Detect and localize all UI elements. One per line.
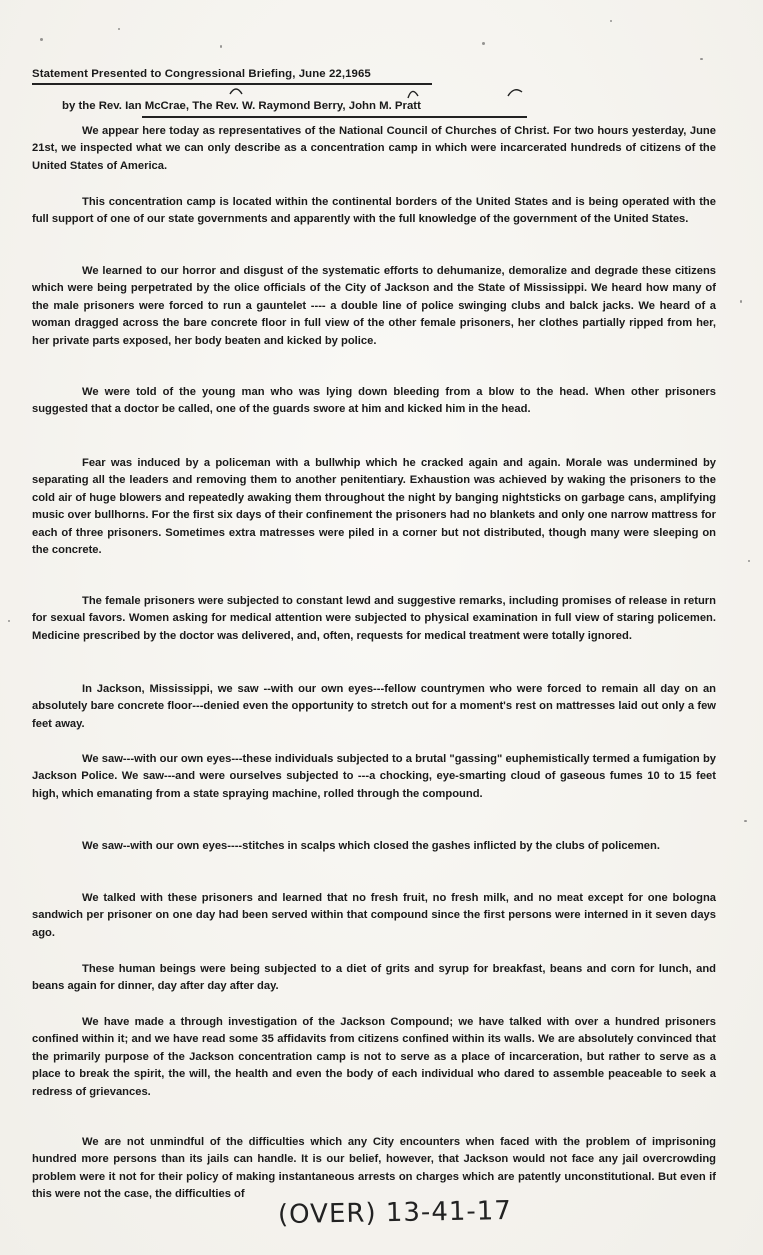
paragraph: We saw---with our own eyes---these individuals subjected to a brutal "gassing" euphemistically termed a fumigation by Jackson Police. We saw---and were ourselves subjected to ---a chocking, eye-smarting cloud of gaseous fumes 10 to 15 feet high, which emanating from a state spraying machine, rolled through the compound. bbox=[32, 753, 716, 800]
paragraph: We saw--with our own eyes----stitches in scalps which closed the gashes inflicted by the clubs of policemen. bbox=[82, 840, 660, 852]
pen-mark bbox=[228, 82, 548, 104]
paragraph: This concentration camp is located within the continental borders of the United States and is being operated with the full support of one of our state governments and apparently with the full knowledge of the government of the United States. bbox=[32, 196, 716, 226]
scan-speck bbox=[740, 300, 742, 303]
paragraph: Fear was induced by a policeman with a bullwhip which he cracked again and again. Morale was undermined by separating all the leaders and removing them to another penitentiary. Exhaustion was achieved by waking the prisoners to the cold air of huge blowers and repeatedly awaking them throughout the night by banging nightsticks on garbage cans, amplifying music over bullhorns. For the first six days of their confinement the prisoners had no blankets and only one narrow mattress for each of three prisoners. Sometimes extra matresses were piled in a corner but not distributed, though many were sleeping on the concrete. bbox=[32, 457, 716, 557]
paragraph: We appear here today as representatives of the National Council of Churches of Christ. For two hours yesterday, June 21st, we inspected what we can only describe as a concentration camp in which were incarcerated hundreds of citizens of the United States of America. bbox=[32, 125, 716, 172]
statement-byline: by the Rev. Ian McCrae, The Rev. W. Raymond Berry, John M. Pratt bbox=[62, 100, 421, 112]
paragraph: We talked with these prisoners and learned that no fresh fruit, no fresh milk, and no meat except for one bologna sandwich per prisoner on one day had been served within that compound since the first persons were interned in it seven days ago. bbox=[32, 892, 716, 939]
paragraph: In Jackson, Mississippi, we saw --with our own eyes---fellow countrymen who were forced to remain all day on an absolutely bare concrete floor---denied even the opportunity to stretch out for a moment's rest on mattresses laid out only a few feet away. bbox=[32, 683, 716, 730]
paragraph: The female prisoners were subjected to constant lewd and suggestive remarks, including promises of release in return for sexual favors. Women asking for medical attention were subjected to physical examination in full view of staring policemen. Medicine prescribed by the doctor was delivered, and, often, requests for medical treatment were totally ignored. bbox=[32, 595, 716, 642]
statement-header: Statement Presented to Congressional Briefing, June 22,1965 bbox=[32, 68, 371, 80]
paragraph: We are not unmindful of the difficulties which any City encounters when faced with the problem of imprisoning hundred more persons than its jails can handle. It is our belief, however, that Jackson would not face any jail overcrowding problem were it not for their policy of making instantaneous arrests on charges which are patently unconstitutional. But even if this were not the case, the difficulties of bbox=[32, 1136, 716, 1201]
byline-underline bbox=[142, 116, 527, 118]
paragraph: We learned to our horror and disgust of the systematic efforts to dehumanize, demoralize and degrade these citizens which were being perpetrated by the olice officials of the City of Jackson and the State of Mississippi. We heard how many of the male prisoners were forced to run a gauntelet ---- a double line of police swinging clubs and balck jacks. We heard of a woman dragged across the bare concrete floor in full view of the other female prisoners, her clothes partially ripped from her, her private parts exposed, her body beaten and kicked by police. bbox=[32, 265, 716, 347]
scan-speck bbox=[220, 45, 222, 48]
paragraph: We were told of the young man who was lying down bleeding from a blow to the head. When other prisoners suggested that a doctor be called, one of the guards swore at him and kicked him in the head. bbox=[32, 386, 716, 416]
paragraph: These human beings were being subjected to a diet of grits and syrup for breakfast, beans and corn for lunch, and beans again for dinner, day after day after day. bbox=[32, 963, 716, 993]
handwritten-note: (OVER) 13-41-17 bbox=[277, 1195, 513, 1231]
scan-speck bbox=[118, 28, 120, 30]
scan-speck bbox=[8, 620, 10, 622]
scan-speck bbox=[610, 20, 612, 22]
scan-speck bbox=[700, 58, 703, 60]
scan-speck bbox=[482, 42, 485, 45]
scan-speck bbox=[744, 820, 747, 822]
scan-speck bbox=[748, 560, 750, 562]
scan-speck bbox=[40, 38, 43, 41]
paragraph: We have made a through investigation of the Jackson Compound; we have talked with over a hundred prisoners confined within it; and we have read some 35 affidavits from citizens confined within its walls. We are absolutely convinced that the primarily purpose of the Jackson concentration camp is not to serve as a place of incarceration, but rather to serve as a place to break the spirit, the will, the health and even the body of each individual who dared to assemble peaceable to seek a redress of grievances. bbox=[32, 1016, 716, 1098]
